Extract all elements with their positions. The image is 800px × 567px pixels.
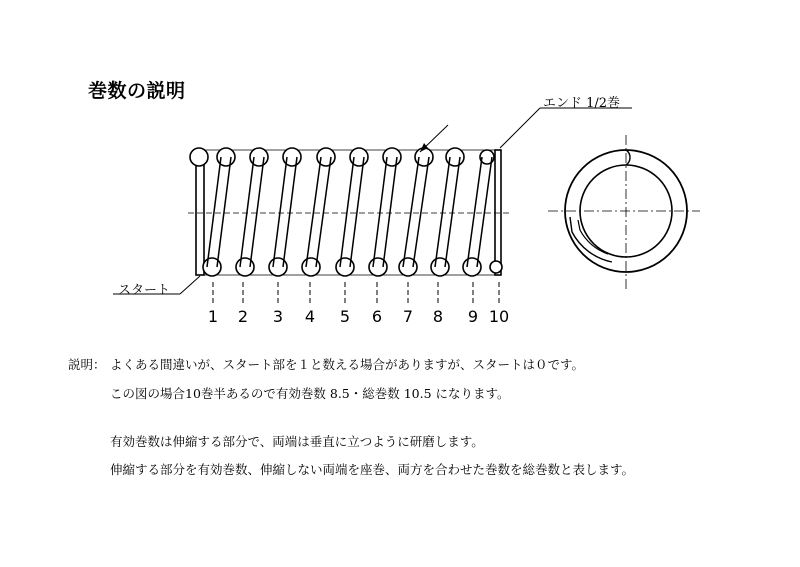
spring-wire [413, 157, 429, 267]
left-end-plate [196, 150, 204, 275]
coil-number: 8 [432, 307, 444, 326]
coil-top-section [190, 148, 208, 166]
coil-number: 1 [207, 307, 219, 326]
start-label: スタート [118, 283, 171, 298]
end-view-wire-end [570, 217, 612, 262]
right-end-plate [495, 150, 501, 275]
coil-number: 10 [488, 307, 510, 326]
coil-number: 5 [339, 307, 351, 326]
explanation-line-1: よくある間違いが、スタート部を１と数える場合がありますが、スタートは０です。 [110, 357, 585, 372]
coil-number: 2 [237, 307, 249, 326]
explanation-line-2: この図の場合10巻半あるので有効巻数 8.5・総巻数 10.5 になります。 [110, 386, 510, 401]
end-view-wire-start [626, 150, 630, 165]
end-leader-line [500, 108, 540, 148]
spring-side-view [188, 150, 512, 275]
explanation-line-4: 伸縮する部分を有効巻数、伸縮しない両端を座巻、両方を合わせた巻数を総巻数と表します。 [110, 462, 635, 477]
spring-end-view [548, 135, 700, 292]
explanation-prefix: 説明： [68, 357, 106, 372]
coil-number: 4 [304, 307, 316, 326]
end-half-turn-label: エンド 1/2巻 [543, 96, 621, 111]
page-title: 巻数の説明 [88, 80, 186, 102]
coil-number: 9 [467, 307, 479, 326]
spring-wire [403, 157, 419, 267]
start-leader-line [180, 276, 200, 294]
coil-number: 7 [402, 307, 414, 326]
coil-bottom-section [490, 261, 502, 273]
coil-number: 6 [371, 307, 383, 326]
coil-number: 3 [272, 307, 284, 326]
explanation-line-3: 有効巻数は伸縮する部分で、両端は垂直に立つように研磨します。 [110, 434, 484, 449]
